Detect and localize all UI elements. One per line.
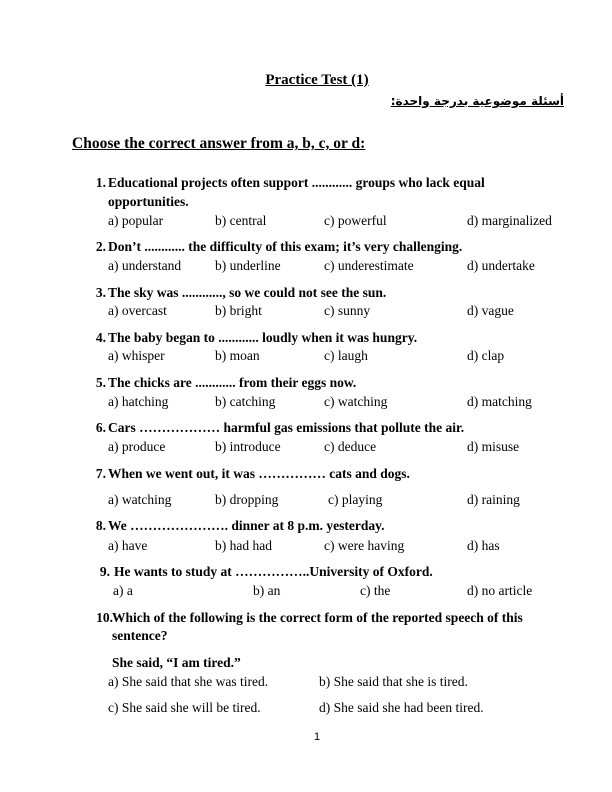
question-text: Educational projects often support ............ groups who lack equal (108, 175, 485, 190)
question-number: 8. (95, 518, 106, 533)
question-text: When we went out, it was …………… cats and dogs. (108, 466, 410, 481)
question-number: 10. (96, 610, 113, 625)
option-9d[interactable]: d) no article (467, 583, 533, 598)
option-4a[interactable]: a) whisper (108, 348, 165, 363)
question-text: He wants to study at ……………..University of Oxford. (114, 564, 433, 579)
option-5c[interactable]: c) watching (324, 394, 388, 409)
question-text: The sky was ............, so we could not see the sun. (108, 285, 387, 300)
option-4c[interactable]: c) laugh (324, 348, 368, 363)
instruction: Choose the correct answer from a, b, c, or d: (72, 135, 366, 152)
arabic-subtitle: أسئلة موضوعية بدرجة واحدة: (390, 94, 564, 108)
option-7d[interactable]: d) raining (467, 492, 520, 507)
option-10b[interactable]: b) She said that she is tired. (319, 674, 468, 689)
option-5a[interactable]: a) hatching (108, 394, 169, 409)
option-9c[interactable]: c) the (360, 583, 391, 598)
option-2b[interactable]: b) underline (215, 258, 281, 273)
option-3b[interactable]: b) bright (215, 303, 262, 318)
option-3c[interactable]: c) sunny (324, 303, 371, 318)
option-6c[interactable]: c) deduce (324, 439, 377, 454)
question-number: 2. (95, 239, 106, 254)
option-4d[interactable]: d) clap (467, 348, 505, 363)
question-number: 7. (95, 466, 106, 481)
option-8d[interactable]: d) has (467, 538, 500, 553)
question-text-cont: sentence? (112, 628, 168, 643)
question-text: Don’t ............ the difficulty of this exam; it’s very challenging. (108, 239, 463, 254)
page-title: Practice Test (1) (265, 72, 369, 88)
option-8b[interactable]: b) had had (215, 538, 272, 553)
question-text: The baby began to ............ loudly when it was hungry. (108, 330, 418, 345)
question-number: 6. (95, 420, 106, 435)
option-5b[interactable]: b) catching (215, 394, 276, 409)
option-5d[interactable]: d) matching (467, 394, 532, 409)
option-2c[interactable]: c) underestimate (324, 258, 414, 273)
option-1b[interactable]: b) central (215, 213, 267, 228)
option-10d[interactable]: d) She said she had been tired. (319, 700, 484, 715)
question-number: 5. (95, 375, 106, 390)
option-1a[interactable]: a) popular (108, 213, 164, 228)
option-2a[interactable]: a) understand (108, 258, 182, 273)
option-6b[interactable]: b) introduce (215, 439, 281, 454)
question-number: 3. (95, 285, 106, 300)
question-number: 9. (99, 564, 110, 579)
question-text: Cars ……………… harmful gas emissions that pollute the air. (108, 420, 465, 435)
question-number: 1. (95, 175, 106, 190)
option-7b[interactable]: b) dropping (215, 492, 279, 507)
option-1d[interactable]: d) marginalized (467, 213, 552, 228)
option-3d[interactable]: d) vague (467, 303, 514, 318)
option-3a[interactable]: a) overcast (108, 303, 167, 318)
question-text: Which of the following is the correct form of the reported speech of this (112, 610, 523, 625)
question-10-prompt: She said, “I am tired.” (112, 655, 241, 670)
question-number: 4. (95, 330, 106, 345)
option-7a[interactable]: a) watching (108, 492, 172, 507)
page-number: 1 (313, 731, 321, 743)
option-7c[interactable]: c) playing (328, 492, 383, 507)
option-8c[interactable]: c) were having (324, 538, 405, 553)
option-6d[interactable]: d) misuse (467, 439, 520, 454)
option-6a[interactable]: a) produce (108, 439, 166, 454)
option-8a[interactable]: a) have (108, 538, 148, 553)
option-9b[interactable]: b) an (253, 583, 281, 598)
option-2d[interactable]: d) undertake (467, 258, 535, 273)
option-10c[interactable]: c) She said she will be tired. (108, 700, 261, 715)
option-9a[interactable]: a) a (113, 583, 133, 598)
question-text-cont: opportunities. (108, 194, 189, 209)
question-text: The chicks are ............ from their eggs now. (108, 375, 357, 390)
option-1c[interactable]: c) powerful (324, 213, 387, 228)
option-10a[interactable]: a) She said that she was tired. (108, 674, 269, 689)
question-text: We …………………. dinner at 8 p.m. yesterday. (108, 518, 385, 533)
option-4b[interactable]: b) moan (215, 348, 260, 363)
